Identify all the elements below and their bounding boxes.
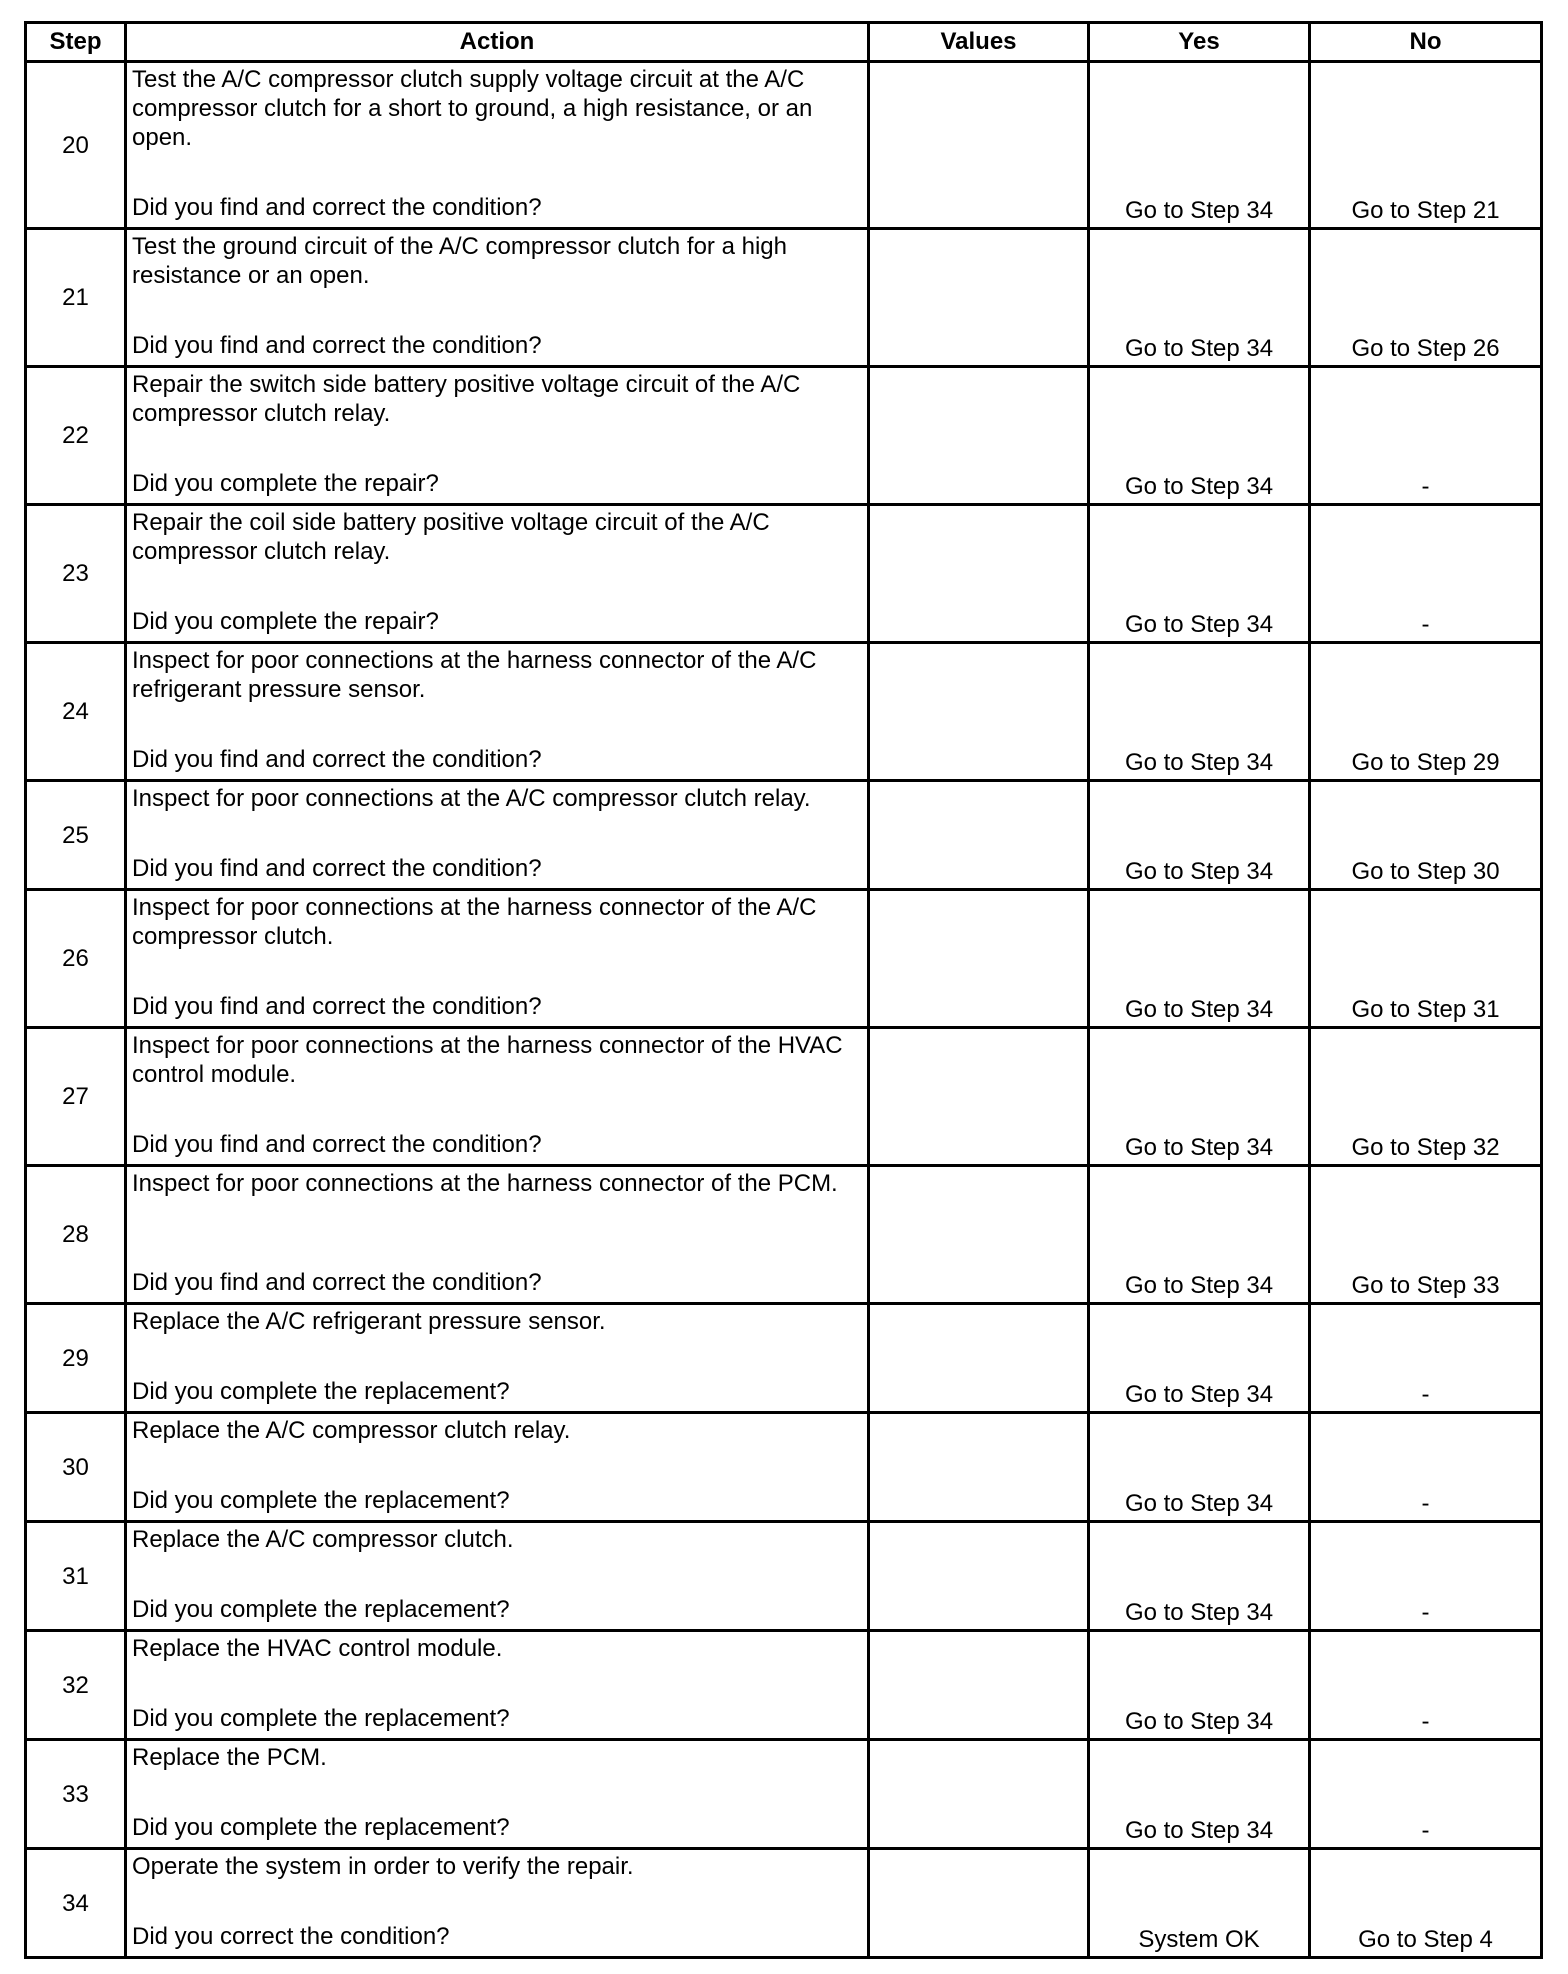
action-question: Did you complete the replacement?	[132, 1814, 510, 1841]
action-instruction: Test the ground circuit of the A/C compressor clutch for a high resistance or an open.	[132, 233, 787, 289]
action-cell	[126, 1631, 869, 1740]
step-number: 24	[26, 643, 126, 781]
no-result: Go to Step 4	[1310, 1849, 1542, 1958]
table-row	[26, 367, 1542, 505]
action-cell	[126, 781, 869, 890]
yes-result: Go to Step 34	[1089, 229, 1310, 367]
yes-result: Go to Step 34	[1089, 367, 1310, 505]
action-question: Did you find and correct the condition?	[132, 855, 542, 882]
yes-result: Go to Step 34	[1089, 1740, 1310, 1849]
header-step: Step	[26, 23, 126, 62]
no-result: -	[1310, 1304, 1542, 1413]
step-number: 23	[26, 505, 126, 643]
action-question: Did you find and correct the condition?	[132, 1269, 542, 1296]
action-cell	[126, 62, 869, 229]
no-result: -	[1310, 367, 1542, 505]
values-cell	[869, 1740, 1089, 1849]
no-result: -	[1310, 1413, 1542, 1522]
yes-result: Go to Step 34	[1089, 781, 1310, 890]
step-number: 30	[26, 1413, 126, 1522]
action-instruction: Inspect for poor connections at the harness connector of the PCM.	[132, 1170, 838, 1197]
action-cell	[126, 1522, 869, 1631]
action-instruction: Inspect for poor connections at the harness connector of the A/C compressor clutch.	[132, 894, 817, 950]
table-row	[26, 890, 1542, 1028]
step-number: 21	[26, 229, 126, 367]
action-instruction: Replace the A/C compressor clutch.	[132, 1526, 514, 1553]
action-cell	[126, 643, 869, 781]
yes-result: Go to Step 34	[1089, 1166, 1310, 1304]
header-row	[26, 23, 1542, 62]
no-result: Go to Step 21	[1310, 62, 1542, 229]
yes-result: Go to Step 34	[1089, 505, 1310, 643]
action-question: Did you find and correct the condition?	[132, 993, 542, 1020]
step-number: 29	[26, 1304, 126, 1413]
step-number: 25	[26, 781, 126, 890]
action-question: Did you complete the replacement?	[132, 1378, 510, 1405]
yes-result: Go to Step 34	[1089, 1413, 1310, 1522]
action-cell	[126, 229, 869, 367]
table-row	[26, 1028, 1542, 1166]
action-question: Did you complete the repair?	[132, 470, 439, 497]
header-action: Action	[126, 23, 869, 62]
header-yes: Yes	[1089, 23, 1310, 62]
action-instruction: Inspect for poor connections at the A/C compressor clutch relay.	[132, 785, 811, 812]
action-instruction: Replace the A/C refrigerant pressure sensor.	[132, 1308, 606, 1335]
step-number: 26	[26, 890, 126, 1028]
action-instruction: Inspect for poor connections at the harness connector of the HVAC control module.	[132, 1032, 843, 1088]
action-instruction: Inspect for poor connections at the harness connector of the A/C refrigerant pressure sensor.	[132, 647, 817, 703]
yes-result: Go to Step 34	[1089, 1028, 1310, 1166]
step-number: 32	[26, 1631, 126, 1740]
table-row	[26, 1631, 1542, 1740]
action-question: Did you find and correct the condition?	[132, 1131, 542, 1158]
no-result: -	[1310, 505, 1542, 643]
values-cell	[869, 1849, 1089, 1958]
table-row	[26, 781, 1542, 890]
no-result: Go to Step 29	[1310, 643, 1542, 781]
action-question: Did you find and correct the condition?	[132, 746, 542, 773]
values-cell	[869, 62, 1089, 229]
action-cell	[126, 1413, 869, 1522]
step-number: 22	[26, 367, 126, 505]
yes-result: Go to Step 34	[1089, 1631, 1310, 1740]
action-cell	[126, 1028, 869, 1166]
no-result: -	[1310, 1740, 1542, 1849]
no-result: Go to Step 33	[1310, 1166, 1542, 1304]
step-number: 27	[26, 1028, 126, 1166]
values-cell	[869, 1413, 1089, 1522]
step-number: 34	[26, 1849, 126, 1958]
values-cell	[869, 505, 1089, 643]
action-instruction: Operate the system in order to verify the repair.	[132, 1853, 634, 1880]
table-row	[26, 229, 1542, 367]
header-values: Values	[869, 23, 1089, 62]
no-result: -	[1310, 1522, 1542, 1631]
table-body	[26, 62, 1542, 1958]
action-question: Did you complete the replacement?	[132, 1705, 510, 1732]
action-question: Did you complete the repair?	[132, 608, 439, 635]
no-result: Go to Step 31	[1310, 890, 1542, 1028]
action-cell	[126, 367, 869, 505]
action-question: Did you complete the replacement?	[132, 1487, 510, 1514]
table-row	[26, 1166, 1542, 1304]
action-question: Did you correct the condition?	[132, 1923, 450, 1950]
values-cell	[869, 890, 1089, 1028]
action-instruction: Replace the HVAC control module.	[132, 1635, 503, 1662]
yes-result: Go to Step 34	[1089, 1304, 1310, 1413]
action-cell	[126, 1849, 869, 1958]
action-cell	[126, 1304, 869, 1413]
action-instruction: Replace the PCM.	[132, 1744, 327, 1771]
values-cell	[869, 367, 1089, 505]
values-cell	[869, 229, 1089, 367]
values-cell	[869, 1631, 1089, 1740]
no-result: Go to Step 26	[1310, 229, 1542, 367]
no-result: Go to Step 32	[1310, 1028, 1542, 1166]
no-result: Go to Step 30	[1310, 781, 1542, 890]
action-cell	[126, 1166, 869, 1304]
values-cell	[869, 1166, 1089, 1304]
action-instruction: Test the A/C compressor clutch supply voltage circuit at the A/C compressor clutch for a short to ground, a high resistance, or an open.	[132, 66, 813, 151]
values-cell	[869, 1304, 1089, 1413]
table-row	[26, 505, 1542, 643]
yes-result: Go to Step 34	[1089, 643, 1310, 781]
diagnostic-table	[24, 21, 1543, 1959]
action-question: Did you find and correct the condition?	[132, 332, 542, 359]
action-cell	[126, 890, 869, 1028]
no-result: -	[1310, 1631, 1542, 1740]
action-question: Did you complete the replacement?	[132, 1596, 510, 1623]
step-number: 33	[26, 1740, 126, 1849]
header-no: No	[1310, 23, 1542, 62]
table-row	[26, 1740, 1542, 1849]
table-row	[26, 1304, 1542, 1413]
table-row	[26, 643, 1542, 781]
values-cell	[869, 1028, 1089, 1166]
step-number: 31	[26, 1522, 126, 1631]
values-cell	[869, 781, 1089, 890]
action-instruction: Repair the switch side battery positive voltage circuit of the A/C compressor clutch relay.	[132, 371, 801, 427]
action-cell	[126, 505, 869, 643]
table-row	[26, 1413, 1542, 1522]
values-cell	[869, 643, 1089, 781]
step-number: 28	[26, 1166, 126, 1304]
values-cell	[869, 1522, 1089, 1631]
action-instruction: Replace the A/C compressor clutch relay.	[132, 1417, 571, 1444]
yes-result: Go to Step 34	[1089, 1522, 1310, 1631]
action-cell	[126, 1740, 869, 1849]
table-row	[26, 1522, 1542, 1631]
table-row	[26, 62, 1542, 229]
step-number: 20	[26, 62, 126, 229]
table-row	[26, 1849, 1542, 1958]
action-instruction: Repair the coil side battery positive voltage circuit of the A/C compressor clutch relay.	[132, 509, 770, 565]
yes-result: System OK	[1089, 1849, 1310, 1958]
yes-result: Go to Step 34	[1089, 890, 1310, 1028]
action-question: Did you find and correct the condition?	[132, 194, 542, 221]
yes-result: Go to Step 34	[1089, 62, 1310, 229]
